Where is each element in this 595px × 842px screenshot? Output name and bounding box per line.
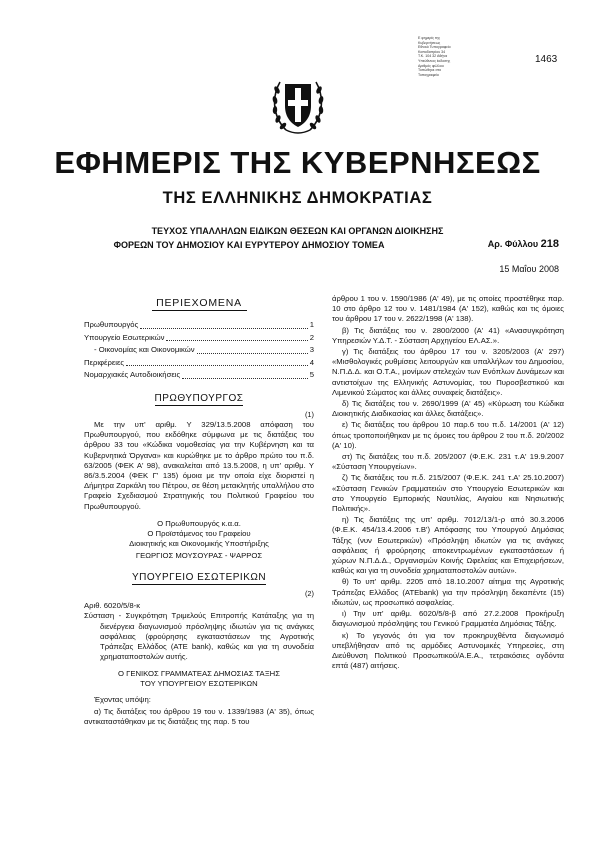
publisher-stamp: [418, 36, 488, 77]
left-column: [84, 294, 314, 728]
interior-section-title: ΥΠΟΥΡΓΕΙΟ ΕΣΩΤΕΡΙΚΩΝ: [131, 571, 267, 583]
toc-item-page: 4: [309, 357, 314, 367]
stamp-line: Αριθμός φύλλου: [418, 63, 444, 68]
pm-section-title: ΠΡΩΘΥΠΟΥΡΓΟΣ: [154, 392, 244, 404]
gazette-subtitle: ΤΗΣ ΕΛΛΗΝΙΚΗΣ ΔΗΜΟΚΡΑΤΙΑΣ: [162, 189, 433, 207]
clause-c: γ) Τις διατάξεις του άρθρου 17 του ν. 3205/2003 (Α' 297) «Μισθολογικές ρυθμίσεις λειτουργών και υπαλλήλων του Δημοσίου, Ν.Π.Δ.Δ. και Ο.Τ.Α., μονίμων στελεχών των Ενόπλων Δυνάμεων και αντιστοίχων της Ελληνικής Αστυνομίας, του Πυροσβεστικού και Λιμενικού Σώματος και άλλες συναφείς διατάξεις».: [332, 347, 564, 397]
toc-item-page: 2: [309, 332, 314, 342]
stamp-line: Εθνικό Τυπογραφείο: [418, 45, 451, 50]
issue-type-line-2: ΦΟΡΕΩΝ ΤΟΥ ΔΗΜΟΣΙΟΥ ΚΑΙ ΕΥΡΥΤΕΡΟΥ ΔΗΜΟΣΙΟΥ ΤΟΜΕΑ: [113, 240, 385, 250]
toc-item[interactable]: [84, 344, 314, 357]
toc-item-label: Περιφέρειες: [84, 357, 125, 367]
signature-line: Ο Πρωθυπουργός κ.α.α.: [157, 518, 241, 528]
authority-line: ΤΟΥ ΥΠΟΥΡΓΕΙΟΥ ΕΣΩΤΕΡΙΚΩΝ: [140, 679, 258, 689]
toc-leader: [197, 353, 308, 354]
right-column: [332, 294, 564, 672]
decision-reference: Αριθ. 6020/5/8-κ: [84, 601, 141, 611]
toc-item-page: 1: [309, 320, 314, 330]
toc-item-label: Πρωθυπουργός: [84, 320, 139, 330]
clause-b: β) Τις διατάξεις του ν. 2800/2000 (Α' 41) «Ανασυγκρότηση Υπηρεσιών Υ.Δ.Τ. - Σύσταση Αρχηγείου ΕΛ.ΑΣ.».: [332, 325, 564, 345]
clause-f: στ) Τις διατάξεις του π.δ. 205/2007 (Φ.Ε.Κ. 231 τ.Α' 19.9.2007 «Σύσταση Υπουργείων».: [332, 452, 564, 472]
toc-leader: [126, 365, 308, 366]
pm-section-heading: [84, 394, 314, 404]
clause-g: ζ) Τις διατάξεις του π.δ. 215/2007 (Φ.Ε.Κ. 241 τ.Α' 25.10.2007) «Σύσταση Γενικών Γραμματειών στο Υπουργείο Εσωτερικών και στο Υπουργείο Εμπορικής Ναυτιλίας, Αιγαίου και Νησιωτικής Πολιτικής».: [332, 473, 564, 514]
toc-item[interactable]: [84, 319, 314, 332]
stamp-line: Τυπογραφείο: [418, 72, 439, 77]
sheet-number-value: 218: [540, 238, 559, 250]
toc-leader: [140, 328, 307, 329]
clause-j: ι) Την υπ' αριθμ. 6020/5/8-β από 27.2.2008 Προκήρυξη διαγωνισμού πρόσληψης του Γενικού Γραμματέα Δημόσιας Τάξης.: [332, 609, 564, 629]
toc-item-label: - Οικονομίας και Οικονομικών: [94, 345, 195, 355]
decision-subject: Σύσταση - Συγκρότηση Τριμελούς Επιτροπής Κατάταξης για τη διενέργεια διαγωνισμού πρόσληψης ιδιωτών για τις ανάγκες ασφάλειας (φρούρησης εγκαταστάσεων της Αγροτικής Τράπεζας Ελλάδος (ΑΤΕ bank), καθώς και για τη συνοδεία χρηματαποστολών αυτής.: [84, 611, 314, 662]
sheet-number: [488, 238, 559, 250]
stamp-line: Τ.Κ. 104 32 Αθήνα: [418, 54, 448, 59]
toc-item[interactable]: [84, 357, 314, 370]
clause-i: θ) Το υπ' αριθμ. 2205 από 18.10.2007 αίτημα της Αγροτικής Τράπεζας Ελλάδος (ΑΤΕbank) για την πρόσληψη δεκαπέντε (15) ιδιωτών, ως προσωπικό ασφαλείας.: [332, 577, 564, 607]
stamp-line: Τυπώθηκε στο: [418, 68, 442, 73]
toc-item-label: Υπουργείο Εσωτερικών: [84, 332, 165, 342]
sheet-number-label: Αρ. Φύλλου: [487, 239, 539, 249]
toc-item[interactable]: [84, 332, 314, 345]
signature-line: Διοικητικής και Οικονομικής Υποστήριξης: [129, 538, 269, 548]
issue-date: 15 Μαΐου 2008: [499, 264, 559, 274]
clause-a-continued: άρθρου 1 του ν. 1590/1986 (Α' 49), με τις οποίες προστέθηκε παρ. 10 στο άρθρο 12 του ν. 1481/1984 (Α' 152), καθώς και τις όμοιες του άρθρου 17 του ν. 2622/1998 (Α' 138).: [332, 294, 564, 324]
toc-item-page: 5: [309, 370, 314, 380]
clause-a: α) Τις διατάξεις του άρθρου 19 του ν. 1339/1983 (Α' 35), όπως αντικαταστάθηκαν με τις διατάξεις της παρ. 5 του: [84, 706, 314, 726]
decision-number-marker: (2): [304, 589, 314, 599]
issue-type-line: ΤΕΥΧΟΣ ΥΠΑΛΛΗΛΩΝ ΕΙΔΙΚΩΝ ΘΕΣΕΩΝ ΚΑΙ ΟΡΓΑΝΩΝ ΔΙΟΙΚΗΣΗΣ: [151, 226, 444, 236]
considering-label: Έχοντας υπόψη:: [94, 695, 151, 705]
toc-item[interactable]: [84, 369, 314, 382]
signature-line: Ο Προϊστάμενος του Γραφείου: [147, 528, 251, 538]
gazette-title: ΕΦΗΜΕΡΙΣ ΤΗΣ ΚΥΒΕΡΝΗΣΕΩΣ: [54, 145, 541, 180]
authority-line: Ο ΓΕΝΙΚΟΣ ΓΡΑΜΜΑΤΕΑΣ ΔΗΜΟΣΙΑΣ ΤΑΞΗΣ: [117, 669, 280, 679]
stamp-line: Καποδιστρίου 34: [418, 49, 446, 54]
decision-number-marker: (1): [304, 409, 314, 419]
toc-leader: [182, 378, 308, 379]
stamp-line: Υπεύθυνος έκδοσης: [418, 58, 451, 63]
pm-decision-text: Με την υπ' αριθμ. Υ 329/13.5.2008 απόφαση του Πρωθυπουργού, που εκδόθηκε σύμφωνα με τις διατάξεις του άρθρου 33 του «Κώδικα νομοθεσίας για την Κυβέρνηση και τα Κυβερνητικά Όργανα» και κυρώθηκε με το άρθρο πρώτο του π.δ. 63/2005 (ΦΕΚ Α' 98), ανακαλείται από 13.5.2008, η υπ' αριθμ. Υ 86/3.5.2004 (ΦΕΚ Γ' 135) όμοια με την οποία είχε διοριστεί η Δήμητρα Ζαρκάλη του Πέτρου, σε θέση μετακλητής υπαλλήλου στο Γραφείο Σχεδιασμού Στρατηγικής του Πολιτικού Γραφείου του Πρωθυπουργού.: [84, 419, 314, 511]
clause-k: κ) Το γεγονός ότι για τον προκηρυχθέντα διαγωνισμό υπεβλήθησαν από τις αρμόδιες Αστυνομικές Υπηρεσίες, στη Διεύθυνση Πολιτικού Προσωπικού/Α.Ε.Α., τετρακόσιες ογδόντα επτά (487) αιτήσεις.: [332, 630, 564, 671]
toc-heading-rule: [152, 310, 247, 311]
toc-item-page: 3: [309, 345, 314, 355]
coat-of-arms-icon: [270, 74, 326, 138]
stamp-line: Κυβερνήσεως: [418, 40, 441, 45]
toc-item-label: Νομαρχιακές Αυτοδιοικήσεις: [84, 370, 181, 380]
interior-section-heading: [84, 573, 314, 583]
stamp-line: Ε φημερίς της: [418, 36, 441, 40]
page-number: 1463: [535, 54, 558, 65]
signer-name: ΓΕΩΡΓΙΟΣ ΜΟΥΣΟΥΡΑΣ - ΨΑΡΡΟΣ: [135, 550, 263, 560]
toc-leader: [166, 340, 307, 341]
toc-heading: ΠΕΡΙΕΧΟΜΕΝΑ: [156, 297, 242, 309]
clause-d: δ) Τις διατάξεις του ν. 2690/1999 (Α' 45) «Κύρωση του Κώδικα Διοικητικής Διαδικασίας και άλλες διατάξεις».: [332, 399, 564, 419]
clause-h: η) Τις διατάξεις της υπ' αριθμ. 7012/13/1-ρ από 30.3.2006 (Φ.Ε.Κ. 454/13.4.2006 τ.Β') Απόφασης του Υπουργού Δημόσιας Τάξης (νυν Εσωτερικών) «Πρόσληψη ιδιωτών για τις ανάγκες ασφάλειας ή φρούρησης αποκεντρωμένων εγκαταστάσεων ή χώρων Ν.Π.Δ.Δ., Οργανισμών Κοινής Ωφελείας και Επιχειρήσεων, καθώς και για τη συνοδεία χρηματαποστολών αυτών».: [332, 515, 564, 576]
clause-e: ε) Τις διατάξεις του άρθρου 10 παρ.6 του π.δ. 14/2001 (Α' 12) όπως τροποποιήθηκαν με τις όμοιες του άρθρου 2 του π.δ. 20/2002 (Α' 10).: [332, 420, 564, 450]
